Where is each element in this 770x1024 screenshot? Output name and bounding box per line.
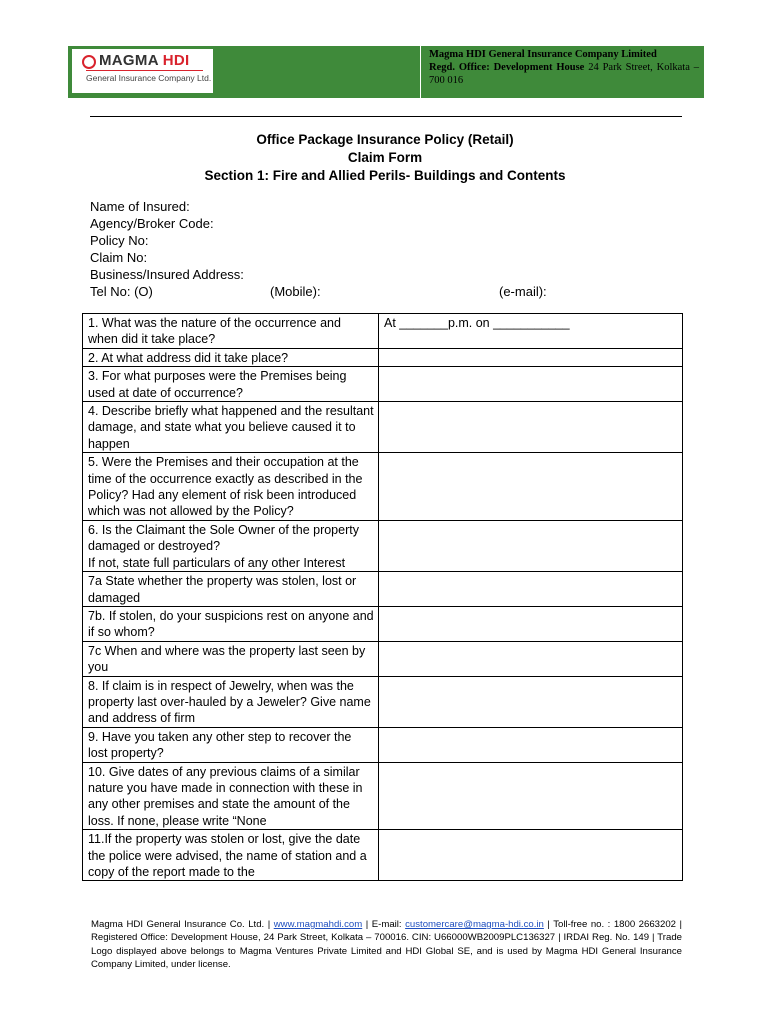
question-text: 9. Have you taken any other step to recover the lost property?	[83, 727, 379, 762]
field-agency-code: Agency/Broker Code:	[90, 216, 214, 231]
answer-field[interactable]	[379, 520, 683, 571]
question-row	[83, 641, 683, 676]
field-tel-office: Tel No: (O)	[90, 284, 153, 299]
section-title: Section 1: Fire and Allied Perils- Buildings and Contents	[204, 168, 566, 183]
field-tel-mobile: (Mobile):	[270, 284, 321, 299]
company-name: Magma HDI General Insurance Company Limited	[429, 49, 657, 60]
question-text: 11.If the property was stolen or lost, give the date the police were advised, the name of station and a copy of the report made to the	[83, 830, 379, 881]
question-row	[83, 314, 683, 349]
header-rule	[90, 116, 682, 117]
logo-brand-left: MAGMA	[99, 52, 159, 69]
form-titles	[0, 131, 770, 185]
answer-field[interactable]	[379, 676, 683, 727]
question-text: 7c When and where was the property last seen by you	[83, 641, 379, 676]
question-row	[83, 676, 683, 727]
footer-text-1: Magma HDI General Insurance Co. Ltd. |	[91, 919, 274, 930]
form-title: Claim Form	[347, 150, 423, 165]
question-row	[83, 348, 683, 366]
question-text: 7b. If stolen, do your suspicions rest on anyone and if so whom?	[83, 606, 379, 641]
answer-field[interactable]	[379, 402, 683, 453]
field-name-of-insured: Name of Insured:	[90, 199, 190, 214]
question-text: 7a State whether the property was stolen, lost or damaged	[83, 572, 379, 607]
field-tel-email: (e-mail):	[499, 284, 547, 299]
claim-questions-table	[82, 313, 683, 881]
question-row	[83, 606, 683, 641]
question-text: 5. Were the Premises and their occupation at the time of the occurrence exactly as described in the Policy? Had any element of risk been introduced which was not allowed by the Policy?	[83, 453, 379, 521]
logo-rule	[86, 70, 203, 71]
field-address: Business/Insured Address:	[90, 267, 244, 282]
question-row	[83, 572, 683, 607]
question-row	[83, 830, 683, 881]
question-text: 4. Describe briefly what happened and the resultant damage, and state what you believe caused it to happen	[83, 402, 379, 453]
question-text: 6. Is the Claimant the Sole Owner of the property damaged or destroyed? If not, state full particulars of any other Interest	[83, 520, 379, 571]
question-text: 1. What was the nature of the occurrence and when did it take place?	[83, 314, 379, 349]
logo-brand-right: HDI	[162, 52, 190, 69]
answer-field[interactable]	[379, 641, 683, 676]
footer-email-link[interactable]: customercare@magma-hdi.co.in	[405, 919, 544, 930]
policy-title: Office Package Insurance Policy (Retail)	[256, 132, 514, 147]
answer-field[interactable]	[379, 606, 683, 641]
footer-website-link[interactable]: www.magmahdi.com	[273, 919, 363, 930]
footer-text-2: | E-mail:	[362, 919, 406, 930]
question-row	[83, 453, 683, 521]
logo-brand	[99, 52, 189, 69]
field-policy-no: Policy No:	[90, 233, 149, 248]
logo-tagline: General Insurance Company Ltd.	[86, 73, 212, 83]
registered-office	[429, 61, 699, 87]
question-row	[83, 402, 683, 453]
field-claim-no: Claim No:	[90, 250, 148, 265]
question-text: 3. For what purposes were the Premises being used at date of occurrence?	[83, 367, 379, 402]
answer-field[interactable]: At _______p.m. on ___________	[379, 314, 683, 349]
footer	[91, 918, 682, 972]
answer-field[interactable]	[379, 348, 683, 366]
question-row	[83, 520, 683, 571]
answer-field[interactable]	[379, 727, 683, 762]
tel-row	[90, 283, 690, 300]
header-divider	[420, 46, 421, 98]
answer-field[interactable]	[379, 762, 683, 830]
answer-field[interactable]	[379, 453, 683, 521]
answer-field[interactable]	[379, 367, 683, 402]
company-info	[429, 48, 699, 87]
answer-field[interactable]	[379, 572, 683, 607]
question-text: 10. Give dates of any previous claims of a similar nature you have made in connection with these in any other premises and state the amount of the loss. If none, please write “None	[83, 762, 379, 830]
office-label: Regd. Office: Development House	[429, 62, 585, 73]
question-text: 2. At what address did it take place?	[83, 348, 379, 366]
question-row	[83, 762, 683, 830]
company-logo	[72, 49, 213, 93]
footer-text-3: | Toll-free no. : 1800 2663202 | Registered Office: Development House, 24 Park Street, Kolkata – 700016. CIN: U66000WB2009PLC136327 | IRDAI Reg. No. 149 | Trade Logo displayed above belongs to Magma Ventures Private Limited and HDI Global SE, and is used by Magma HDI General Insurance Company Limited, under license.	[91, 919, 683, 971]
logo-emblem-icon	[82, 55, 96, 69]
insured-details	[90, 198, 690, 300]
question-row	[83, 727, 683, 762]
question-row	[83, 367, 683, 402]
question-text: 8. If claim is in respect of Jewelry, when was the property last over-hauled by a Jeweler? Give name and address of firm	[83, 676, 379, 727]
answer-field[interactable]	[379, 830, 683, 881]
office-address: 24 Park Street, Kolkata – 700 016	[429, 62, 699, 86]
